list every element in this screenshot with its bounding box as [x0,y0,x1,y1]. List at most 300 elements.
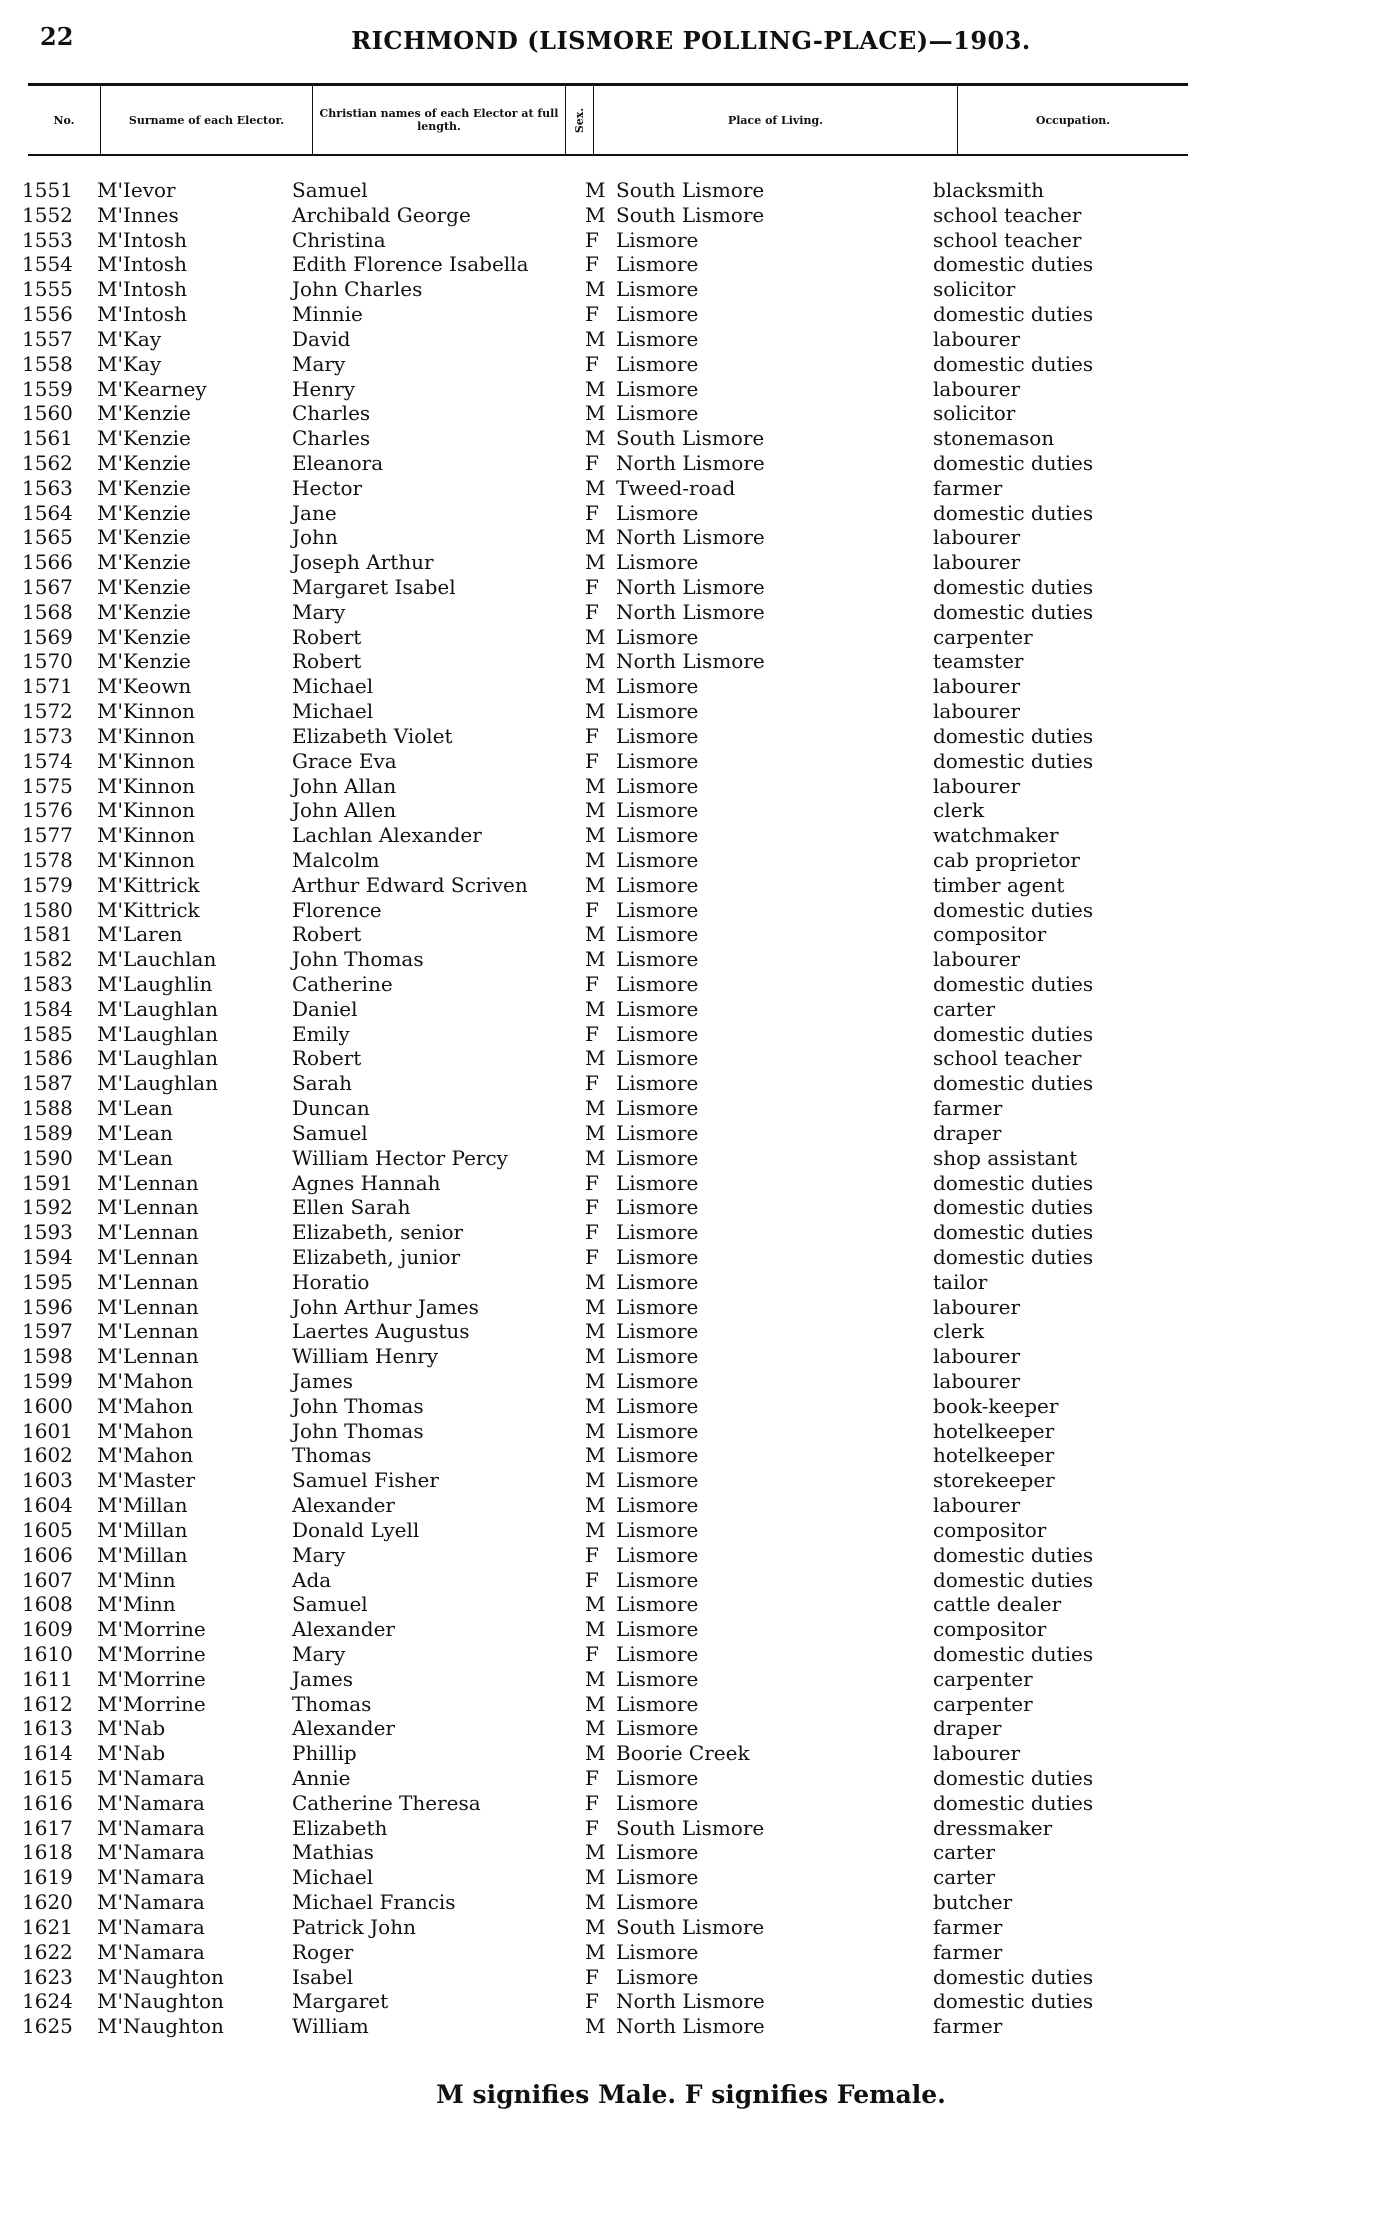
occupation-cell: domestic duties [933,575,1094,599]
table-row [0,1692,1382,1717]
place-of-living-cell: Lismore [616,550,699,575]
place-of-living-cell: Lismore [616,947,699,972]
surname-cell: M'Kenzie [97,475,191,500]
elector-number-cell: 1562 [22,450,73,475]
place-of-living-cell: Lismore [616,1766,699,1790]
sex-cell: M [585,401,606,426]
christian-names-cell: Robert [292,624,362,649]
surname-cell: M'Lennan [97,1344,199,1369]
place-of-living-cell: North Lismore [616,599,765,624]
table-row [0,1940,1382,1965]
place-of-living-cell: Lismore [616,847,699,872]
occupation-cell: hotelkeeper [933,1443,1055,1468]
surname-cell: M'Namara [97,1840,205,1865]
sex-cell: M [585,1517,606,1542]
table-row [0,575,1382,600]
occupation-cell: cab proprietor [933,847,1080,872]
place-of-living-cell: Lismore [616,1542,699,1567]
elector-number-cell: 1593 [22,1220,73,1245]
table-row [0,823,1382,848]
surname-cell: M'Kinnon [97,773,195,798]
table-row [0,1344,1382,1369]
elector-number-cell: 1604 [22,1493,73,1518]
surname-cell: M'Morrine [97,1666,206,1691]
surname-cell: M'Lennan [97,1269,199,1294]
table-row [0,1592,1382,1617]
table-row [0,1493,1382,1518]
table-row [0,1295,1382,1320]
surname-cell: M'Intosh [97,227,187,252]
occupation-cell: timber agent [933,872,1065,897]
elector-number-cell: 1613 [22,1716,73,1741]
elector-number-cell: 1595 [22,1269,73,1294]
occupation-cell: labourer [933,1741,1021,1766]
sex-cell: M [585,847,606,872]
place-of-living-cell: Lismore [616,996,699,1021]
occupation-cell: labourer [933,1294,1021,1319]
christian-names-cell: Robert [292,1046,362,1071]
elector-number-cell: 1596 [22,1294,73,1319]
surname-cell: M'Laughlan [97,1071,218,1096]
christian-names-cell: Samuel [292,178,368,202]
table-row [0,1840,1382,1865]
place-of-living-cell: Lismore [616,1666,699,1691]
table-row [0,749,1382,774]
occupation-cell: domestic duties [933,1220,1094,1245]
table-row [0,1865,1382,1890]
occupation-cell: domestic duties [933,450,1094,475]
elector-number-cell: 1598 [22,1344,73,1369]
place-of-living-cell: Lismore [616,1617,699,1642]
elector-number-cell: 1608 [22,1592,73,1617]
sex-cell: M [585,1393,606,1418]
table-row [0,476,1382,501]
christian-names-cell: Arthur Edward Scriven [292,872,528,897]
christian-names-cell: Joseph Arthur [292,550,434,575]
surname-cell: M'Keown [97,674,192,699]
table-row [0,1965,1382,1990]
elector-number-cell: 1618 [22,1840,73,1865]
elector-number-cell: 1569 [22,624,73,649]
elector-number-cell: 1578 [22,847,73,872]
sex-cell: M [585,1493,606,1518]
elector-number-cell: 1577 [22,823,73,848]
christian-names-cell: Mathias [292,1840,374,1865]
sex-cell: M [585,202,606,227]
table-row [0,1741,1382,1766]
occupation-cell: carpenter [933,1666,1033,1691]
sex-cell: M [585,674,606,699]
table-row [0,724,1382,749]
sex-cell: F [585,1021,599,1046]
place-of-living-cell: Lismore [616,1964,699,1989]
table-row [0,178,1382,203]
sex-cell: M [585,277,606,302]
place-of-living-cell: Lismore [616,1195,699,1220]
christian-names-cell: Roger [292,1939,354,1964]
place-of-living-cell: Lismore [616,1393,699,1418]
christian-names-cell: James [292,1369,354,1393]
place-of-living-cell: Lismore [616,872,699,897]
place-of-living-cell: Lismore [616,252,699,277]
header-sex [566,86,594,154]
sex-cell: F [585,1567,599,1592]
occupation-cell: carter [933,996,996,1021]
occupation-cell: labourer [933,1344,1021,1369]
table-row [0,1369,1382,1394]
christian-names-cell: Christina [292,227,386,252]
sex-cell: M [585,1369,606,1393]
surname-cell: M'Kittrick [97,897,200,922]
occupation-cell: labourer [933,550,1021,575]
surname-cell: M'Lennan [97,1244,199,1269]
christian-names-cell: Ellen Sarah [292,1195,411,1220]
elector-number-cell: 1591 [22,1170,73,1195]
surname-cell: M'Kenzie [97,649,191,674]
occupation-cell: farmer [933,2014,1003,2039]
elector-number-cell: 1597 [22,1319,73,1344]
surname-cell: M'Mahon [97,1443,194,1468]
surname-cell: M'Kinnon [97,748,195,773]
surname-cell: M'Lean [97,1120,173,1145]
christian-names-cell: Ada [292,1567,332,1592]
occupation-cell: compositor [933,1617,1047,1642]
christian-names-cell: Edith Florence Isabella [292,252,529,277]
sex-cell: M [585,624,606,649]
christian-names-cell: Emily [292,1021,350,1046]
surname-cell: M'Mahon [97,1369,194,1393]
occupation-cell: solicitor [933,277,1016,302]
table-row [0,997,1382,1022]
sex-cell: F [585,1195,599,1220]
place-of-living-cell: Lismore [616,624,699,649]
elector-number-cell: 1575 [22,773,73,798]
christian-names-cell: Catherine Theresa [292,1790,481,1815]
occupation-cell: labourer [933,1369,1021,1393]
christian-names-cell: Thomas [292,1443,372,1468]
table-row [0,1195,1382,1220]
place-of-living-cell: Lismore [616,748,699,773]
place-of-living-cell: Lismore [616,699,699,724]
elector-number-cell: 1557 [22,326,73,351]
surname-cell: M'Kenzie [97,426,191,451]
sex-cell: M [585,2014,606,2039]
sex-cell: M [585,823,606,848]
sex-cell: F [585,1220,599,1245]
sex-cell: M [585,1294,606,1319]
christian-names-cell: Charles [292,401,371,426]
occupation-cell: labourer [933,947,1021,972]
place-of-living-cell: North Lismore [616,525,765,550]
place-of-living-cell: North Lismore [616,1989,765,2014]
surname-cell: M'Kenzie [97,575,191,599]
elector-list [0,178,1382,2039]
surname-cell: M'Millan [97,1517,188,1542]
christian-names-cell: Thomas [292,1691,372,1716]
place-of-living-cell: Lismore [616,500,699,525]
christian-names-cell: Horatio [292,1269,370,1294]
page-title: RICHMOND (LISMORE POLLING-PLACE)—1903. [351,26,1031,55]
christian-names-cell: Michael Francis [292,1890,456,1915]
table-row [0,625,1382,650]
occupation-cell: domestic duties [933,302,1094,327]
occupation-cell: domestic duties [933,748,1094,773]
occupation-cell: draper [933,1120,1002,1145]
table-row [0,327,1382,352]
table-row [0,2014,1382,2039]
occupation-cell: cattle dealer [933,1592,1062,1617]
sex-cell: M [585,1865,606,1890]
sex-cell: M [585,996,606,1021]
occupation-cell: compositor [933,922,1047,947]
header-sex-label: Sex. [573,107,586,133]
elector-number-cell: 1606 [22,1542,73,1567]
occupation-cell: labourer [933,525,1021,550]
table-row [0,1096,1382,1121]
elector-number-cell: 1568 [22,599,73,624]
christian-names-cell: Lachlan Alexander [292,823,482,848]
elector-number-cell: 1617 [22,1815,73,1840]
elector-number-cell: 1552 [22,202,73,227]
occupation-cell: farmer [933,1914,1003,1939]
sex-cell: M [585,1716,606,1741]
sex-cell: M [585,426,606,451]
sex-cell: F [585,227,599,252]
sex-cell: F [585,302,599,327]
christian-names-cell: Phillip [292,1741,357,1766]
sex-cell: M [585,1046,606,1071]
elector-number-cell: 1600 [22,1393,73,1418]
occupation-cell: domestic duties [933,1071,1094,1096]
table-row [0,1915,1382,1940]
place-of-living-cell: Lismore [616,1517,699,1542]
christian-names-cell: Mary [292,1542,346,1567]
elector-number-cell: 1580 [22,897,73,922]
header-christian-names: Christian names of each Elector at full length. [313,86,566,154]
christian-names-cell: Agnes Hannah [292,1170,441,1195]
place-of-living-cell: Lismore [616,798,699,823]
place-of-living-cell: Lismore [616,1567,699,1592]
christian-names-cell: Michael [292,699,374,724]
surname-cell: M'Kinnon [97,847,195,872]
sex-cell: F [585,748,599,773]
table-row [0,699,1382,724]
elector-number-cell: 1614 [22,1741,73,1766]
surname-cell: M'Morrine [97,1617,206,1642]
occupation-cell: domestic duties [933,351,1094,376]
sex-cell: M [585,1145,606,1170]
sex-cell: M [585,1890,606,1915]
christian-names-cell: Elizabeth Violet [292,723,453,748]
header-occupation: Occupation. [1035,113,1111,127]
christian-names-cell: Margaret Isabel [292,575,456,599]
occupation-cell: dressmaker [933,1815,1053,1840]
table-row [0,1022,1382,1047]
occupation-cell: domestic duties [933,1021,1094,1046]
sex-cell: F [585,575,599,599]
table-row [0,525,1382,550]
sex-cell: M [585,1120,606,1145]
elector-number-cell: 1572 [22,699,73,724]
header-no: No. [28,86,101,154]
elector-number-cell: 1579 [22,872,73,897]
place-of-living-cell: Lismore [616,773,699,798]
surname-cell: M'Mahon [97,1418,194,1443]
table-row [0,377,1382,402]
surname-cell: M'Intosh [97,252,187,277]
occupation-cell: domestic duties [933,1766,1094,1790]
sex-cell: M [585,376,606,401]
elector-number-cell: 1558 [22,351,73,376]
table-row [0,1270,1382,1295]
place-of-living-cell: Boorie Creek [616,1741,750,1766]
surname-cell: M'Kenzie [97,624,191,649]
christian-names-cell: William [292,2014,369,2039]
christian-names-cell: Daniel [292,996,358,1021]
place-of-living-cell: South Lismore [616,1815,765,1840]
elector-number-cell: 1605 [22,1517,73,1542]
surname-cell: M'Kenzie [97,525,191,550]
christian-names-cell: Mary [292,1641,346,1666]
elector-number-cell: 1616 [22,1790,73,1815]
christian-names-cell: Michael [292,1865,374,1890]
christian-names-cell: John Thomas [292,1418,424,1443]
elector-number-cell: 1566 [22,550,73,575]
table-row [0,228,1382,253]
christian-names-cell: Samuel [292,1120,368,1145]
occupation-cell: teamster [933,649,1024,674]
sex-cell: M [585,550,606,575]
place-of-living-cell: Lismore [616,1071,699,1096]
occupation-cell: domestic duties [933,252,1094,277]
sex-cell: M [585,1443,606,1468]
table-row [0,674,1382,699]
table-row [0,1989,1382,2014]
christian-names-cell: Henry [292,376,356,401]
christian-names-cell: Patrick John [292,1914,416,1939]
place-of-living-cell: Lismore [616,1468,699,1493]
place-of-living-cell: North Lismore [616,2014,765,2039]
place-of-living-cell: Lismore [616,351,699,376]
surname-cell: M'Mahon [97,1393,194,1418]
surname-cell: M'Kinnon [97,699,195,724]
occupation-cell: domestic duties [933,1790,1094,1815]
sex-cell: M [585,947,606,972]
sex-cell: M [585,1468,606,1493]
occupation-cell: hotelkeeper [933,1418,1055,1443]
sex-cell: M [585,178,606,202]
sex-cell: F [585,351,599,376]
sex-cell: F [585,1542,599,1567]
sex-cell: M [585,1939,606,1964]
christian-names-cell: Robert [292,922,362,947]
surname-cell: M'Kenzie [97,500,191,525]
surname-cell: M'Lean [97,1096,173,1121]
occupation-cell: domestic duties [933,1989,1094,2014]
place-of-living-cell: South Lismore [616,202,765,227]
occupation-cell: school teacher [933,227,1082,252]
christian-names-cell: Isabel [292,1964,354,1989]
place-of-living-cell: Lismore [616,1691,699,1716]
table-row [0,401,1382,426]
elector-number-cell: 1619 [22,1865,73,1890]
surname-cell: M'Kinnon [97,798,195,823]
surname-cell: M'Kinnon [97,823,195,848]
sex-cell: M [585,1344,606,1369]
surname-cell: M'Minn [97,1592,176,1617]
christian-names-cell: Alexander [292,1716,395,1741]
christian-names-cell: Alexander [292,1617,395,1642]
christian-names-cell: Laertes Augustus [292,1319,470,1344]
christian-names-cell: Donald Lyell [292,1517,420,1542]
place-of-living-cell: Lismore [616,1890,699,1915]
occupation-cell: tailor [933,1269,988,1294]
surname-cell: M'Namara [97,1914,205,1939]
sex-cell: F [585,450,599,475]
occupation-cell: clerk [933,798,985,823]
christian-names-cell: Margaret [292,1989,389,2014]
elector-number-cell: 1601 [22,1418,73,1443]
place-of-living-cell: Lismore [616,823,699,848]
place-of-living-cell: Lismore [616,1641,699,1666]
surname-cell: M'Kenzie [97,450,191,475]
sex-cell: M [585,475,606,500]
table-row [0,203,1382,228]
elector-number-cell: 1583 [22,972,73,996]
table-row [0,1319,1382,1344]
table-row [0,1419,1382,1444]
place-of-living-cell: Lismore [616,1220,699,1245]
table-row [0,1816,1382,1841]
elector-number-cell: 1589 [22,1120,73,1145]
occupation-cell: watchmaker [933,823,1059,848]
occupation-cell: carter [933,1865,996,1890]
sex-cell: F [585,1641,599,1666]
place-of-living-cell: Lismore [616,1592,699,1617]
sex-cell: F [585,723,599,748]
place-of-living-cell: Lismore [616,1790,699,1815]
place-of-living-cell: Lismore [616,1865,699,1890]
sex-cell: M [585,1418,606,1443]
place-of-living-cell: Lismore [616,1294,699,1319]
table-row [0,1121,1382,1146]
christian-names-cell: Malcolm [292,847,380,872]
christian-names-cell: John Arthur James [292,1294,479,1319]
christian-names-cell: John Charles [292,277,423,302]
sex-cell: M [585,1096,606,1121]
table-row [0,972,1382,997]
elector-number-cell: 1582 [22,947,73,972]
table-row [0,600,1382,625]
sex-cell: F [585,1964,599,1989]
surname-cell: M'Kenzie [97,401,191,426]
christian-names-cell: Charles [292,426,371,451]
surname-cell: M'Lennan [97,1195,199,1220]
place-of-living-cell: Lismore [616,1344,699,1369]
occupation-cell: clerk [933,1319,985,1344]
sex-cell: F [585,1244,599,1269]
occupation-cell: blacksmith [933,178,1044,202]
occupation-cell: compositor [933,1517,1047,1542]
surname-cell: M'Minn [97,1567,176,1592]
elector-number-cell: 1620 [22,1890,73,1915]
elector-number-cell: 1554 [22,252,73,277]
occupation-cell: labourer [933,326,1021,351]
sex-cell: F [585,1989,599,2014]
occupation-cell: domestic duties [933,1170,1094,1195]
surname-cell: M'Morrine [97,1691,206,1716]
place-of-living-cell: Lismore [616,1418,699,1443]
